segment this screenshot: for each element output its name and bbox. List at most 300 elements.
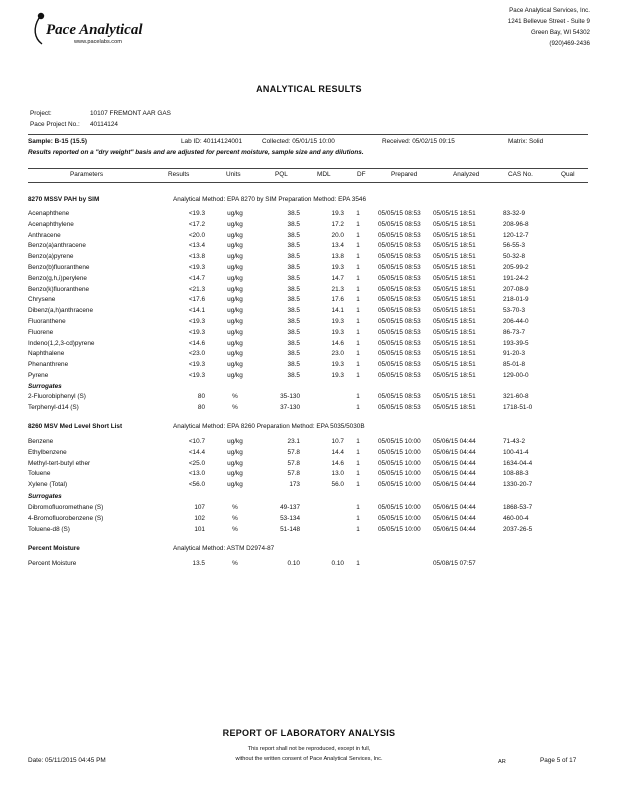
cell-result: <10.7 [188, 438, 205, 445]
cell-pql: 38.5 [287, 296, 300, 304]
cell-result: <14.4 [188, 448, 205, 456]
cell-parameter: 4-Bromofluorobenzene (S) [28, 514, 104, 522]
cell-analyzed: 05/06/15 04:44 [433, 514, 476, 522]
cell-result: <13.8 [188, 253, 205, 261]
cell-units: ug/kg [227, 253, 243, 261]
cell-units: ug/kg [227, 448, 243, 456]
cell-parameter: Chrysene [28, 296, 56, 304]
cell-units: ug/kg [227, 339, 243, 347]
col-analyzed: Analyzed [453, 171, 480, 178]
cell-analyzed: 05/05/15 18:51 [433, 264, 476, 271]
col-pql: PQL [275, 171, 288, 178]
cell-mdl: 13.4 [331, 242, 344, 250]
section-moisture-method: Analytical Method: ASTM D2974-87 [173, 545, 275, 552]
table-row [0, 221, 618, 230]
table-row [0, 318, 618, 327]
table-row [0, 449, 618, 458]
cell-prepared: 05/05/15 08:53 [378, 393, 421, 400]
table-row [0, 232, 618, 241]
cell-df: 1 [356, 210, 360, 217]
cell-parameter: Percent Moisture [28, 560, 77, 567]
cell-cas-no: 85-01-8 [503, 361, 526, 369]
cell-prepared: 05/05/15 10:00 [378, 481, 421, 489]
cell-parameter: Anthracene [28, 231, 61, 239]
cell-df: 1 [356, 285, 360, 293]
cell-prepared: 05/05/15 08:53 [378, 210, 421, 217]
cell-analyzed: 05/05/15 18:51 [433, 403, 476, 411]
cell-df: 1 [356, 328, 360, 336]
table-row [0, 286, 618, 295]
col-df: DF [357, 171, 366, 178]
footer-line2: without the written consent of Pace Analytical Services, Inc. [235, 756, 383, 762]
table-row [0, 460, 618, 469]
cell-prepared: 05/05/15 08:53 [378, 274, 421, 282]
cell-result: <25.0 [188, 459, 205, 467]
cell-units: ug/kg [227, 274, 243, 282]
cell-df: 1 [356, 525, 360, 533]
cell-pql: 38.5 [287, 264, 300, 271]
cell-cas-no: 53-70-3 [503, 307, 526, 315]
cell-df: 1 [356, 253, 360, 261]
cell-units: ug/kg [227, 318, 243, 325]
col-units: Units [226, 171, 241, 178]
cell-cas-no: 100-41-4 [503, 448, 529, 456]
cell-result: 101 [194, 525, 205, 533]
surrogate-row [0, 393, 618, 402]
cell-cas-no: 1868-53-7 [503, 504, 533, 511]
cell-analyzed: 05/06/15 04:44 [433, 448, 476, 456]
cell-pql: 57.8 [287, 459, 300, 467]
pah-surrogates-label: Surrogates [28, 383, 62, 390]
cell-prepared: 05/05/15 08:53 [378, 328, 421, 336]
cell-df: 1 [356, 438, 360, 445]
cell-pql: 38.5 [287, 231, 300, 239]
table-row [0, 264, 618, 273]
table-row [0, 210, 618, 219]
table-row [0, 340, 618, 349]
cell-mdl: 0.10 [331, 560, 344, 567]
cell-df: 1 [356, 231, 360, 239]
cell-analyzed: 05/06/15 04:44 [433, 481, 476, 489]
cell-units: % [232, 504, 238, 511]
footer-line1: This report shall not be reproduced, except in full, [247, 746, 371, 752]
cell-result: <14.6 [188, 339, 205, 347]
cell-cas-no: 1718-51-0 [503, 403, 533, 411]
msv-surrogates-label: Surrogates [28, 493, 62, 500]
cell-prepared: 05/05/15 08:53 [378, 220, 421, 228]
column-headers [0, 171, 618, 180]
cell-cas-no: 191-24-2 [503, 274, 529, 282]
page-number: Page 5 of 17 [540, 757, 577, 764]
cell-prepared: 05/05/15 08:53 [378, 307, 421, 315]
cell-df: 1 [356, 372, 360, 379]
cell-df: 1 [356, 318, 360, 325]
cell-prepared: 05/05/15 08:53 [378, 285, 421, 293]
cell-pql: 38.5 [287, 242, 300, 250]
cell-prepared: 05/05/15 08:53 [378, 361, 421, 369]
cell-units: ug/kg [227, 210, 243, 217]
cell-mdl: 19.3 [331, 318, 344, 325]
cell-analyzed: 05/06/15 04:44 [433, 459, 476, 467]
col-parameters: Parameters [70, 171, 104, 178]
cell-result: <13.4 [188, 242, 205, 250]
cell-cas-no: 205-99-2 [503, 264, 529, 271]
cell-mdl: 19.3 [331, 328, 344, 336]
cell-result: <56.0 [188, 481, 205, 489]
cell-df: 1 [356, 459, 360, 467]
collected: Collected: 05/01/15 10:00 [262, 138, 335, 145]
cell-parameter: Dibromofluoromethane (S) [28, 504, 104, 511]
cell-analyzed: 05/05/15 18:51 [433, 393, 476, 400]
cell-cas-no: 2037-26-5 [503, 525, 533, 533]
cell-parameter: Toluene-d8 (S) [28, 525, 70, 533]
cell-pql: 38.5 [287, 285, 300, 293]
project-value: 10107 FREMONT AAR GAS [90, 110, 171, 117]
cell-cas-no: 1634-04-4 [503, 459, 533, 467]
cell-parameter: Fluorene [28, 328, 54, 336]
cell-mdl: 17.6 [331, 296, 344, 304]
cell-pql: 38.5 [287, 210, 300, 217]
cell-mdl: 13.8 [331, 253, 344, 261]
cell-prepared: 05/05/15 10:00 [378, 514, 421, 522]
surrogate-row [0, 404, 618, 413]
cell-units: ug/kg [227, 285, 243, 293]
cell-parameter: Methyl-tert-butyl ether [28, 459, 91, 467]
cell-parameter: Benzo(g,h,i)perylene [28, 274, 87, 282]
cell-analyzed: 05/06/15 04:44 [433, 438, 476, 445]
cell-pql: 173 [289, 481, 300, 489]
cell-analyzed: 05/06/15 04:44 [433, 470, 476, 478]
table-row [0, 438, 618, 447]
cell-df: 1 [356, 470, 360, 478]
cell-analyzed: 05/05/15 18:51 [433, 361, 476, 369]
divider [28, 134, 588, 135]
cell-prepared: 05/05/15 08:53 [378, 242, 421, 250]
cell-result: <23.0 [188, 350, 205, 358]
table-row [0, 307, 618, 316]
cell-result: <19.3 [188, 328, 205, 336]
table-row [0, 275, 618, 284]
cell-analyzed: 05/05/15 18:51 [433, 285, 476, 293]
cell-mdl: 20.0 [331, 231, 344, 239]
cell-df: 1 [356, 274, 360, 282]
cell-df: 1 [356, 361, 360, 369]
cell-units: ug/kg [227, 264, 243, 271]
cell-analyzed: 05/06/15 04:44 [433, 504, 476, 511]
cell-result: <21.3 [188, 285, 205, 293]
cell-analyzed: 05/05/15 18:51 [433, 231, 476, 239]
cell-mdl: 19.3 [331, 361, 344, 369]
cell-prepared: 05/05/15 08:53 [378, 403, 421, 411]
logo-url: www.pacelabs.com [74, 39, 122, 45]
cell-result: <19.3 [188, 372, 205, 379]
pace-project-value: 40114124 [90, 121, 118, 128]
cell-result: <19.3 [188, 210, 205, 217]
cell-cas-no: 50-32-8 [503, 253, 526, 261]
cell-parameter: Phenanthrene [28, 361, 69, 369]
cell-analyzed: 05/05/15 18:51 [433, 296, 476, 304]
cell-units: ug/kg [227, 361, 243, 369]
col-prepared: Prepared [391, 171, 418, 178]
cell-pql: 38.5 [287, 253, 300, 261]
cell-analyzed: 05/05/15 18:51 [433, 328, 476, 336]
cell-pql: 53-134 [280, 514, 300, 522]
cell-units: ug/kg [227, 328, 243, 336]
cell-prepared: 05/05/15 08:53 [378, 318, 421, 325]
cell-units: ug/kg [227, 459, 243, 467]
section-msv-method: Analytical Method: EPA 8260 Preparation Method: EPA 5035/5030B [173, 423, 365, 430]
cell-pql: 38.5 [287, 220, 300, 228]
cell-result: <19.3 [188, 264, 205, 271]
cell-parameter: Benzo(a)anthracene [28, 242, 86, 250]
divider [28, 182, 588, 183]
cell-cas-no: 460-00-4 [503, 514, 529, 522]
cell-analyzed: 05/05/15 18:51 [433, 307, 476, 315]
cell-analyzed: 05/05/15 18:51 [433, 253, 476, 261]
cell-df: 1 [356, 242, 360, 250]
col-results: Results [168, 171, 190, 178]
cell-units: ug/kg [227, 307, 243, 315]
cell-result: <14.1 [188, 307, 205, 315]
cell-parameter: Benzene [28, 438, 54, 445]
cell-df: 1 [356, 448, 360, 456]
cell-mdl: 14.1 [331, 307, 344, 315]
cell-cas-no: 86-73-7 [503, 328, 526, 336]
col-mdl: MDL [317, 171, 331, 178]
table-row [0, 481, 618, 490]
table-row [0, 242, 618, 251]
section-moisture-name: Percent Moisture [28, 545, 80, 552]
cell-analyzed: 05/05/15 18:51 [433, 318, 476, 325]
cell-parameter: Toluene [28, 470, 51, 478]
col-qual: Qual [561, 171, 575, 178]
matrix: Matrix: Solid [508, 138, 544, 145]
lab-id: Lab ID: 40114124001 [181, 138, 243, 145]
cell-parameter: Ethylbenzene [28, 448, 67, 456]
initials: AR [498, 759, 506, 765]
cell-parameter: Naphthalene [28, 350, 65, 358]
cell-prepared: 05/05/15 10:00 [378, 504, 421, 511]
cell-result: <19.3 [188, 318, 205, 325]
cell-df: 1 [356, 307, 360, 315]
cell-parameter: Acenaphthene [28, 210, 70, 217]
cell-pql: 49-137 [280, 504, 300, 511]
cell-mdl: 19.3 [331, 372, 344, 379]
surrogate-row [0, 526, 618, 535]
cell-df: 1 [356, 514, 360, 522]
cell-parameter: Benzo(b)fluoranthene [28, 264, 90, 271]
cell-analyzed: 05/05/15 18:51 [433, 220, 476, 228]
cell-analyzed: 05/06/15 04:44 [433, 525, 476, 533]
sample-name: Sample: B-15 (15.5) [28, 138, 87, 145]
cell-cas-no: 206-44-0 [503, 318, 529, 325]
results-note: Results reported on a "dry weight" basis and are adjusted for percent moisture, sample size and any dilutions. [28, 149, 364, 156]
table-row [0, 361, 618, 370]
cell-pql: 37-130 [280, 403, 300, 411]
cell-cas-no: 218-01-9 [503, 296, 529, 304]
cell-df: 1 [356, 350, 360, 358]
cell-units: % [232, 525, 238, 533]
cell-cas-no: 120-12-7 [503, 231, 529, 239]
cell-pql: 0.10 [287, 560, 300, 567]
cell-prepared: 05/05/15 08:53 [378, 339, 421, 347]
cell-result: <20.0 [188, 231, 205, 239]
company-phone: (920)469-2436 [549, 40, 590, 47]
cell-df: 1 [356, 264, 360, 271]
cell-units: ug/kg [227, 470, 243, 478]
cell-mdl: 14.4 [331, 448, 344, 456]
cell-pql: 38.5 [287, 307, 300, 315]
cell-analyzed: 05/05/15 18:51 [433, 242, 476, 250]
cell-prepared: 05/05/15 08:53 [378, 296, 421, 304]
pace-project-label: Pace Project No.: [30, 121, 80, 128]
logo-name: Pace Analytical [46, 22, 143, 38]
cell-units: ug/kg [227, 350, 243, 358]
page-title: ANALYTICAL RESULTS [256, 84, 362, 94]
cell-units: % [232, 403, 238, 411]
cell-analyzed: 05/05/15 18:51 [433, 210, 476, 217]
table-row [0, 350, 618, 359]
project-label: Project: [30, 110, 52, 117]
cell-pql: 38.5 [287, 274, 300, 282]
cell-mdl: 56.0 [331, 481, 344, 489]
cell-prepared: 05/05/15 10:00 [378, 448, 421, 456]
cell-prepared: 05/05/15 10:00 [378, 470, 421, 478]
cell-cas-no: 321-60-8 [503, 393, 529, 400]
cell-pql: 57.8 [287, 448, 300, 456]
cell-result: 102 [194, 514, 205, 522]
cell-units: ug/kg [227, 231, 243, 239]
cell-cas-no: 83-32-9 [503, 210, 526, 217]
cell-cas-no: 1330-20-7 [503, 481, 533, 489]
cell-units: ug/kg [227, 438, 243, 445]
cell-prepared: 05/05/15 08:53 [378, 350, 421, 358]
cell-parameter: Pyrene [28, 372, 49, 379]
cell-parameter: Xylene (Total) [28, 481, 68, 489]
cell-mdl: 14.6 [331, 459, 344, 467]
cell-result: 107 [194, 504, 205, 511]
cell-prepared: 05/05/15 08:53 [378, 372, 421, 379]
cell-units: ug/kg [227, 372, 243, 379]
section-pah-method: Analytical Method: EPA 8270 by SIM Preparation Method: EPA 3546 [173, 196, 367, 203]
cell-cas-no: 91-20-3 [503, 350, 526, 358]
table-row [0, 560, 618, 569]
col-cas: CAS No. [508, 171, 533, 178]
cell-cas-no: 208-96-8 [503, 220, 529, 228]
cell-df: 1 [356, 339, 360, 347]
cell-result: <14.7 [188, 274, 205, 282]
cell-df: 1 [356, 403, 360, 411]
section-msv-name: 8260 MSV Med Level Short List [28, 423, 123, 430]
cell-mdl: 14.7 [331, 274, 344, 282]
cell-cas-no: 207-08-9 [503, 285, 529, 293]
cell-prepared: 05/05/15 08:53 [378, 231, 421, 239]
cell-pql: 23.1 [287, 438, 300, 445]
cell-cas-no: 129-00-0 [503, 372, 529, 379]
cell-analyzed: 05/05/15 18:51 [433, 339, 476, 347]
cell-pql: 38.5 [287, 318, 300, 325]
cell-pql: 38.5 [287, 328, 300, 336]
received: Received: 05/02/15 09:15 [382, 138, 455, 145]
surrogate-row [0, 504, 618, 513]
cell-mdl: 10.7 [331, 438, 344, 445]
cell-parameter: Benzo(k)fluoranthene [28, 285, 90, 293]
cell-cas-no: 108-88-3 [503, 470, 529, 478]
cell-result: 80 [197, 393, 205, 400]
cell-pql: 51-148 [280, 525, 300, 533]
company-address1: 1241 Bellevue Street - Suite 9 [507, 18, 590, 25]
table-row [0, 329, 618, 338]
cell-df: 1 [356, 296, 360, 304]
cell-df: 1 [356, 393, 360, 400]
section-pah-name: 8270 MSSV PAH by SIM [28, 196, 100, 203]
cell-units: ug/kg [227, 220, 243, 228]
cell-parameter: 2-Fluorobiphenyl (S) [28, 393, 86, 400]
cell-result: 13.5 [192, 560, 205, 567]
cell-prepared: 05/05/15 08:53 [378, 264, 421, 271]
cell-parameter: Acenaphthylene [28, 220, 74, 228]
cell-mdl: 19.3 [331, 210, 344, 217]
cell-pql: 38.5 [287, 372, 300, 379]
cell-cas-no: 193-39-5 [503, 339, 529, 347]
cell-analyzed: 05/05/15 18:51 [433, 372, 476, 379]
cell-cas-no: 56-55-3 [503, 242, 526, 250]
cell-prepared: 05/05/15 10:00 [378, 438, 421, 445]
cell-result: <17.2 [188, 220, 205, 228]
cell-parameter: Terphenyl-d14 (S) [28, 403, 79, 411]
cell-mdl: 14.6 [331, 339, 344, 347]
cell-mdl: 21.3 [331, 285, 344, 293]
cell-result: <13.0 [188, 470, 205, 478]
footer-title: REPORT OF LABORATORY ANALYSIS [222, 728, 396, 738]
cell-mdl: 19.3 [331, 264, 344, 271]
company-address2: Green Bay, WI 54302 [530, 29, 590, 36]
cell-analyzed: 05/05/15 18:51 [433, 274, 476, 282]
table-row [0, 470, 618, 479]
cell-df: 1 [356, 220, 360, 228]
cell-parameter: Indeno(1,2,3-cd)pyrene [28, 339, 95, 347]
cell-prepared: 05/05/15 10:00 [378, 525, 421, 533]
cell-pql: 57.8 [287, 470, 300, 478]
cell-prepared: 05/05/15 08:53 [378, 253, 421, 261]
table-row [0, 296, 618, 305]
cell-result: <19.3 [188, 361, 205, 369]
cell-mdl: 17.2 [331, 220, 344, 228]
divider [28, 168, 588, 169]
cell-df: 1 [356, 481, 360, 489]
company-name: Pace Analytical Services, Inc. [509, 7, 590, 14]
report-date: Date: 05/11/2015 04:45 PM [28, 757, 106, 764]
cell-pql: 38.5 [287, 339, 300, 347]
cell-df: 1 [356, 560, 360, 567]
cell-mdl: 23.0 [331, 350, 344, 358]
cell-pql: 38.5 [287, 361, 300, 369]
table-row [0, 372, 618, 381]
cell-pql: 38.5 [287, 350, 300, 358]
cell-units: ug/kg [227, 481, 243, 489]
cell-units: ug/kg [227, 296, 243, 304]
cell-units: % [232, 393, 238, 400]
cell-cas-no: 71-43-2 [503, 438, 526, 445]
cell-result: <17.6 [188, 296, 205, 304]
cell-df: 1 [356, 504, 360, 511]
cell-parameter: Fluoranthene [28, 318, 66, 325]
cell-parameter: Dibenz(a,h)anthracene [28, 307, 94, 315]
surrogate-row [0, 515, 618, 524]
cell-prepared: 05/05/15 10:00 [378, 459, 421, 467]
cell-analyzed: 05/05/15 18:51 [433, 350, 476, 358]
cell-units: % [232, 514, 238, 522]
